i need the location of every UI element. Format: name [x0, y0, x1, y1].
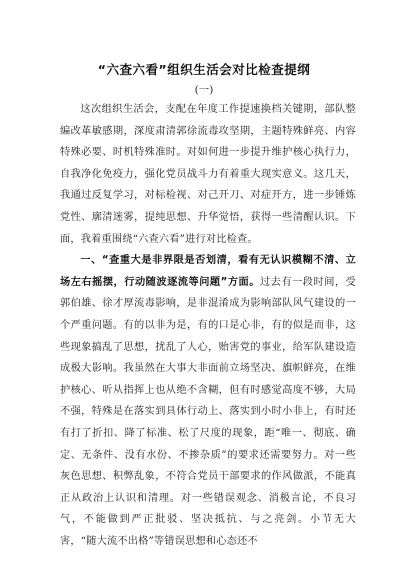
document-title: “六查六看”组织生活会对比检查提纲 — [97, 62, 311, 77]
section-1-body: 过去有一段时间，受郭伯雄、徐才厚流毒影响，是非混淆成为影响部队风气建设的一个严重问题。有的以非为是，有的口是心非，有的似是而非，这些现象搞乱了思想，扰乱了人心，贻害党的事业，给军队建设造成极大影响。我虽然在大事大非面前立场坚决、旗帜鲜亮，在维护核心、听从指挥上也从绝不含糊，但有时感觉高度不够，大局不强，特殊是在落实到具体行动上、落实到小时小非上，有时还有打了折扣、降了标准、松了尺度的现象，距“唯一、彻底、确定、无条件、没有水份、不掺杂质”的要求还需要努力。对一些灰色思想、积弊乱象，不符合党员干部要求的作风做派，不能真正从政治上认识和清理。对一些错误观念、消极言论，不良习气，不能做到严正批驳、坚决抵抗、与之亮剑。小节无大害，“随大流不出格”等错误思想和心态还不 — [60, 276, 356, 547]
section-1-paragraph — [60, 250, 356, 552]
intro-paragraph: 这次组织生活会，支配在年度工作提速换档关键期，部队整编改革敏感期，深度肃清郭徐流毒攻坚期，主题特殊鲜亮、内容特殊必要、时机特殊准时。对如何进一步提升维护核心执行力，自我净化免疫力，强化党员战斗力有着重大现实意义。这几天，我通过反复学习，对标检视、对己开刀、对症开方，进一步锤炼党性、廓清迷雾，提纯思想、升华觉悟，获得一些清醒认识。下面，我着重围绕“六查六看”进行对比检查。 — [60, 104, 356, 245]
document-subtitle: (一) — [194, 84, 214, 96]
section-1-heading: 一、“查重大是非界限是否划清，看有无认识模糊不清、立场左右摇摆，行动随波逐流等问题”方面。 — [60, 255, 356, 288]
document-body — [60, 99, 356, 552]
